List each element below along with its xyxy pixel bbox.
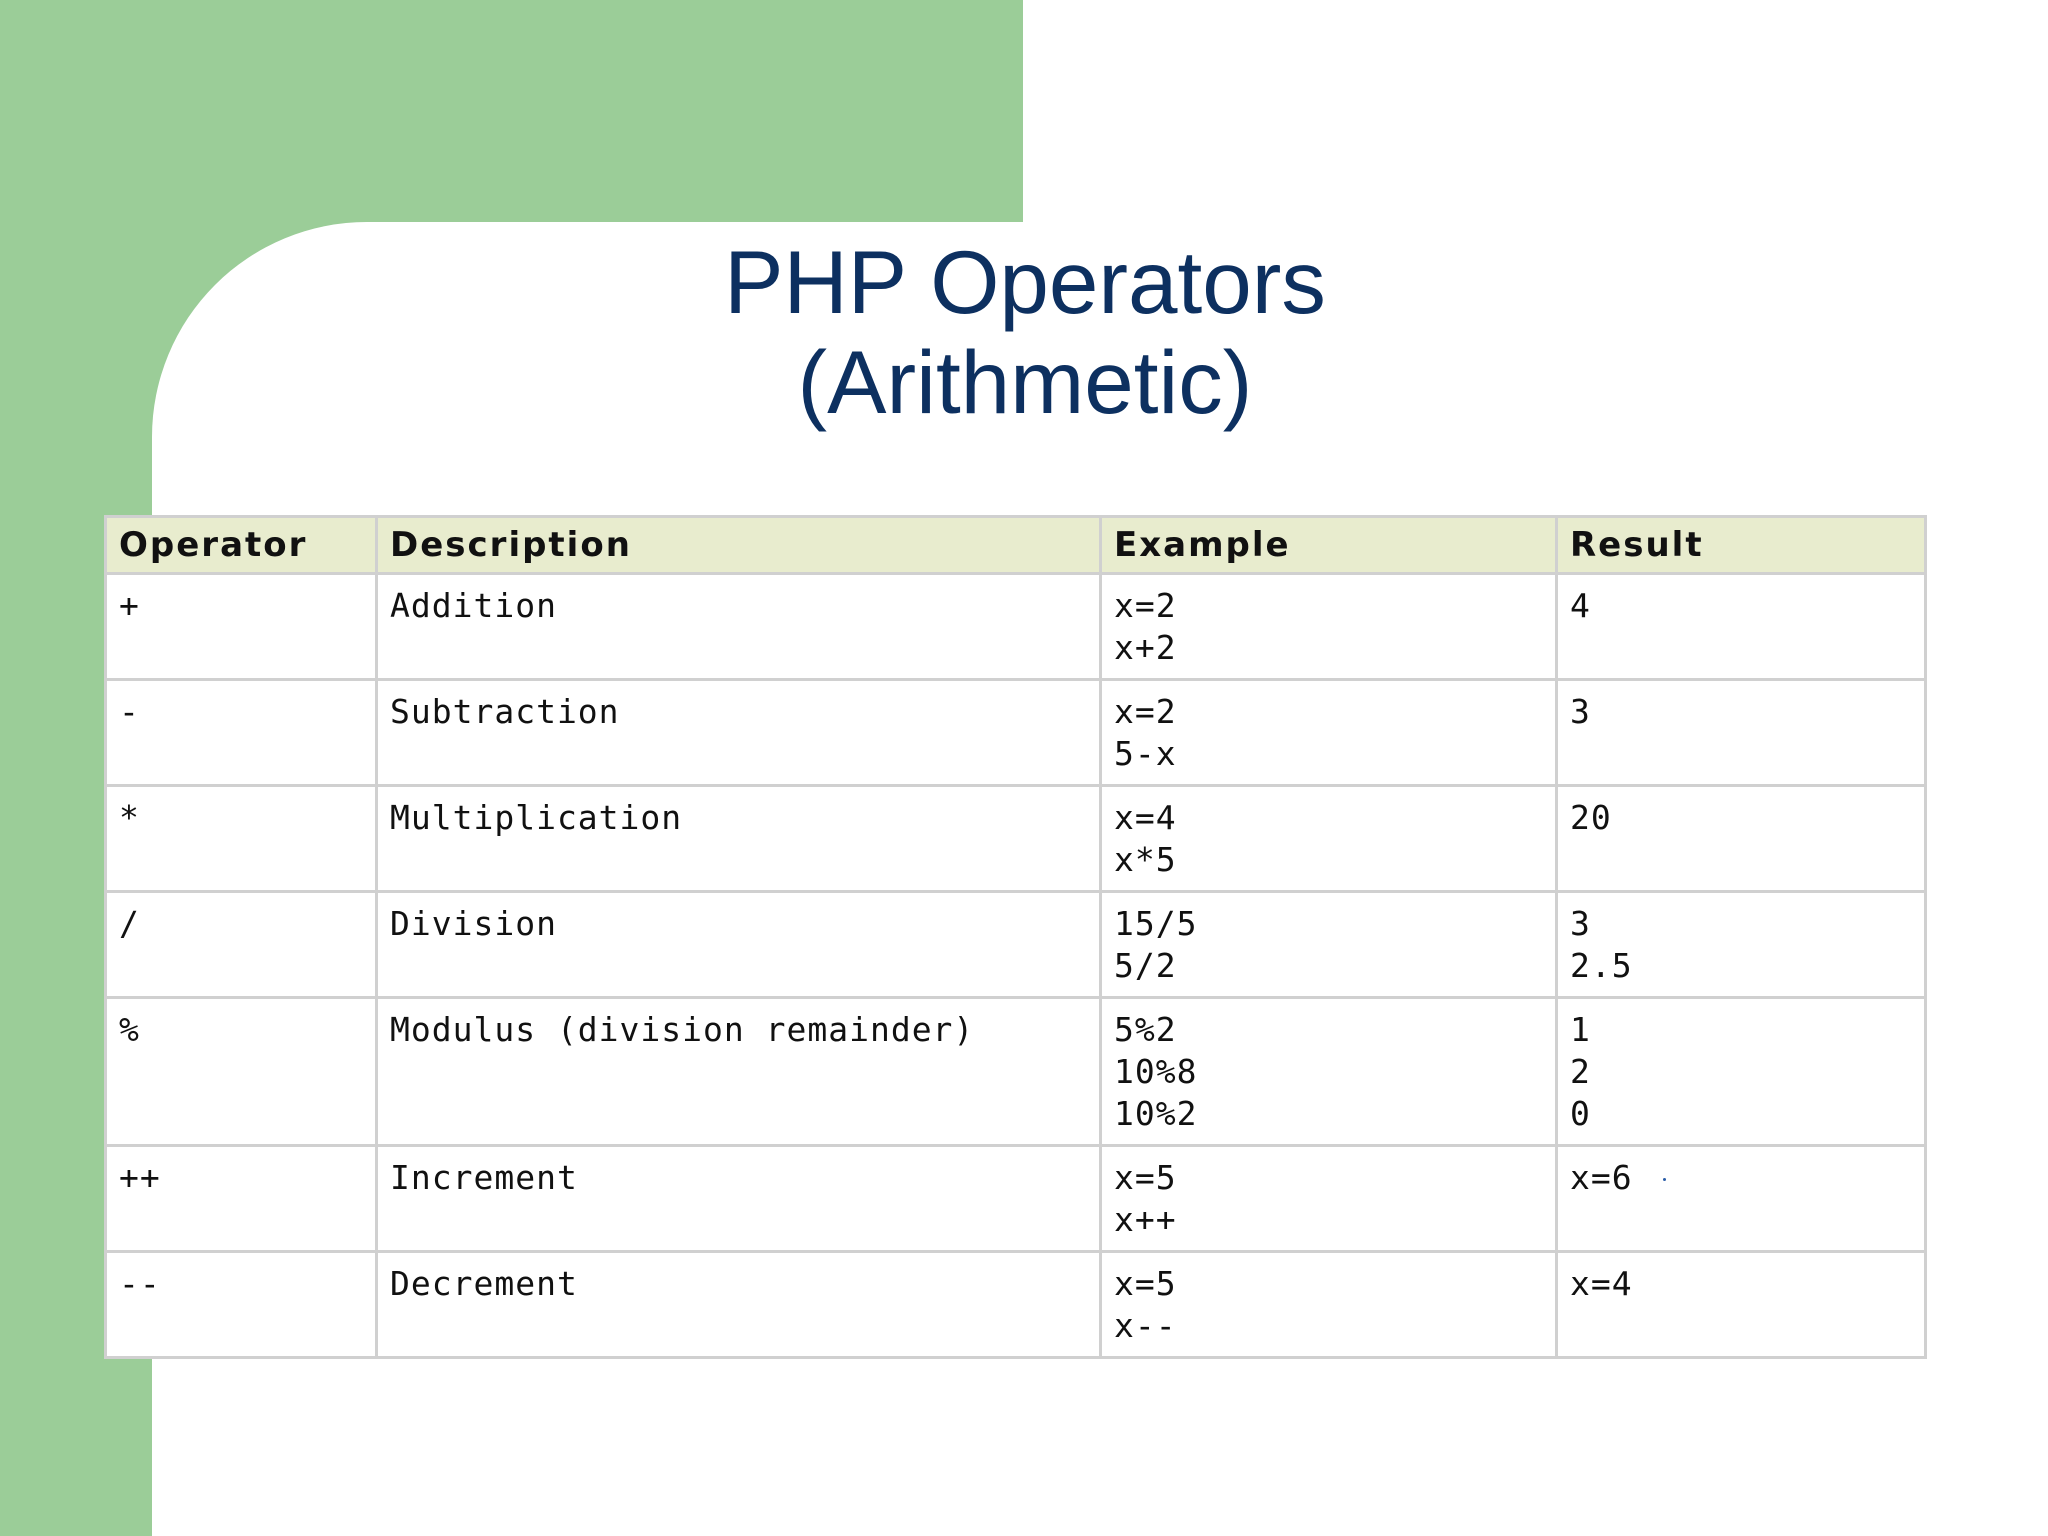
example-line: 10%8 <box>1114 1052 1198 1091</box>
result-cell <box>1557 786 1926 892</box>
example-line: 10%2 <box>1114 1094 1198 1133</box>
example-line: x=5 <box>1114 1158 1177 1197</box>
slide-title <box>560 232 1490 432</box>
example-cell <box>1101 1146 1557 1252</box>
example-cell <box>1101 1252 1557 1358</box>
result-line: 20 <box>1570 798 1612 837</box>
table-row <box>106 574 1926 680</box>
description-cell: Division <box>377 892 1101 998</box>
stray-dot-mark <box>1663 1178 1666 1181</box>
table-row <box>106 892 1926 998</box>
description-cell: Increment <box>377 1146 1101 1252</box>
operator-cell: - <box>106 680 377 786</box>
operator-cell: % <box>106 998 377 1146</box>
result-cell <box>1557 892 1926 998</box>
table-row <box>106 998 1926 1146</box>
example-line: x=4 <box>1114 798 1177 837</box>
result-line: 2 <box>1570 1052 1591 1091</box>
operator-cell: -- <box>106 1252 377 1358</box>
example-line: 5-x <box>1114 734 1177 773</box>
table-header-row <box>106 517 1926 574</box>
example-cell <box>1101 998 1557 1146</box>
example-cell <box>1101 680 1557 786</box>
example-line: x=5 <box>1114 1264 1177 1303</box>
description-cell: Modulus (division remainder) <box>377 998 1101 1146</box>
example-line: x+2 <box>1114 628 1177 667</box>
description-cell: Subtraction <box>377 680 1101 786</box>
result-text: x=6 <box>1570 1158 1633 1197</box>
operators-table <box>104 515 1927 1359</box>
description-cell: Multiplication <box>377 786 1101 892</box>
header-example: Example <box>1101 517 1557 574</box>
example-line: x=2 <box>1114 586 1177 625</box>
operator-cell: + <box>106 574 377 680</box>
table-row <box>106 786 1926 892</box>
example-line: 5/2 <box>1114 946 1177 985</box>
result-line: 3 <box>1570 904 1591 943</box>
slide-title-line-1: PHP Operators <box>724 232 1326 332</box>
header-operator: Operator <box>106 517 377 574</box>
result-cell <box>1557 574 1926 680</box>
slide-title-line-2: (Arithmetic) <box>797 332 1253 432</box>
result-line: x=4 <box>1570 1264 1633 1303</box>
operator-cell: ++ <box>106 1146 377 1252</box>
result-cell <box>1557 1252 1926 1358</box>
example-cell <box>1101 786 1557 892</box>
result-line: 2.5 <box>1570 946 1633 985</box>
example-line: x++ <box>1114 1200 1177 1239</box>
example-line: x-- <box>1114 1306 1177 1345</box>
example-line: 15/5 <box>1114 904 1198 943</box>
operator-cell: / <box>106 892 377 998</box>
result-line: 0 <box>1570 1094 1591 1133</box>
example-line: x=2 <box>1114 692 1177 731</box>
header-result: Result <box>1557 517 1926 574</box>
result-cell <box>1557 1146 1926 1252</box>
table-row <box>106 680 1926 786</box>
result-line <box>1570 1157 1914 1199</box>
result-line: 4 <box>1570 586 1591 625</box>
operator-cell: * <box>106 786 377 892</box>
result-cell <box>1557 680 1926 786</box>
table-row <box>106 1146 1926 1252</box>
description-cell: Addition <box>377 574 1101 680</box>
result-line: 3 <box>1570 692 1591 731</box>
description-cell: Decrement <box>377 1252 1101 1358</box>
example-cell <box>1101 892 1557 998</box>
result-cell <box>1557 998 1926 1146</box>
example-line: x*5 <box>1114 840 1177 879</box>
header-description: Description <box>377 517 1101 574</box>
example-line: 5%2 <box>1114 1010 1177 1049</box>
example-cell <box>1101 574 1557 680</box>
result-line: 1 <box>1570 1010 1591 1049</box>
table-row <box>106 1252 1926 1358</box>
